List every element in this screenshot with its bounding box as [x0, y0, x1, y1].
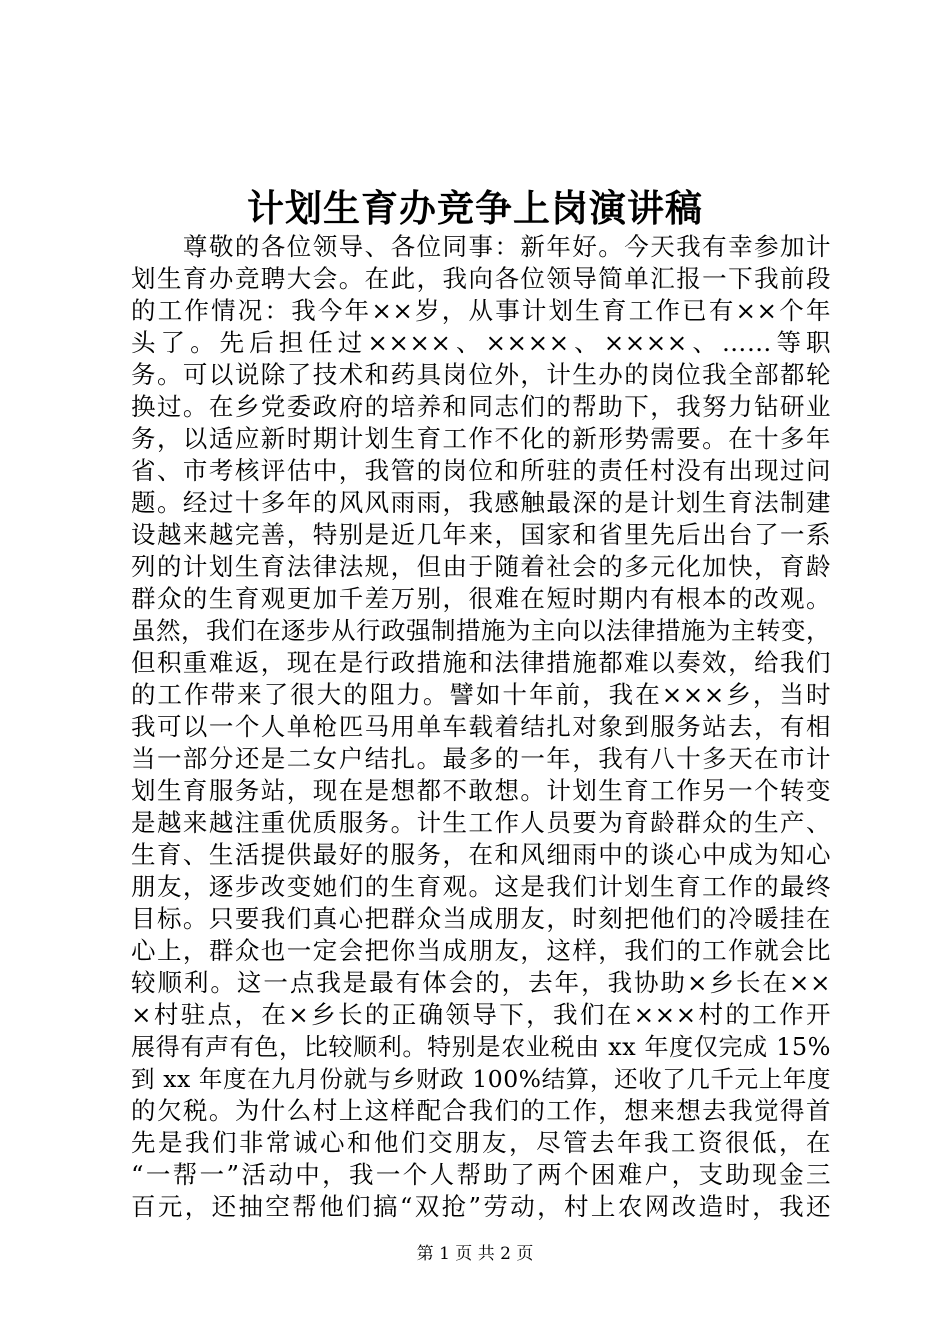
body-line: 但积重难返，现在是行政措施和法律措施都难以奏效，给我们	[131, 648, 831, 677]
body-line: 的工作带来了很大的阻力。譬如十年前，我在×××乡，当时	[131, 680, 831, 709]
body-line: 虽然，我们在逐步从行政强制措施为主向以法律措施为主转变，	[131, 616, 831, 645]
body-line: 生育、生活提供最好的服务，在和风细雨中的谈心中成为知心	[131, 840, 831, 869]
body-line: 划生育服务站，现在是想都不敢想。计划生育工作另一个转变	[131, 776, 831, 805]
body-line: 务。可以说除了技术和药具岗位外，计生办的岗位我全部都轮	[131, 360, 831, 389]
document-body	[131, 231, 831, 1223]
body-line: 心上，群众也一定会把你当成朋友，这样，我们的工作就会比	[131, 936, 831, 965]
body-line: “一帮一”活动中，我一个人帮助了两个困难户，支助现金三	[131, 1160, 831, 1189]
body-line: 的欠税。为什么村上这样配合我们的工作，想来想去我觉得首	[131, 1096, 831, 1125]
body-line: 朋友，逐步改变她们的生育观。这是我们计划生育工作的最终	[131, 872, 831, 901]
body-line: 当一部分还是二女户结扎。最多的一年，我有八十多天在市计	[131, 744, 831, 773]
body-line: ×村驻点，在×乡长的正确领导下，我们在×××村的工作开	[131, 1000, 831, 1029]
body-line: 换过。在乡党委政府的培养和同志们的帮助下，我努力钻研业	[131, 392, 831, 421]
body-line: 百元，还抽空帮他们搞“双抢”劳动，村上农网改造时，我还	[131, 1192, 831, 1221]
body-line: 尊敬的各位领导、各位同事：新年好。今天我有幸参加计	[131, 232, 831, 261]
body-line: 是越来越注重优质服务。计生工作人员要为育龄群众的生产、	[131, 808, 831, 837]
body-line: 较顺利。这一点我是最有体会的，去年，我协助×乡长在××	[131, 968, 831, 997]
body-line: 务，以适应新时期计划生育工作不化的新形势需要。在十多年	[131, 424, 831, 453]
body-line: 头了。先后担任过××××、××××、××××、……等职	[131, 328, 831, 357]
body-line: 题。经过十多年的风风雨雨，我感触最深的是计划生育法制建	[131, 488, 831, 517]
body-line: 列的计划生育法律法规，但由于随着社会的多元化加快，育龄	[131, 552, 831, 581]
body-line: 群众的生育观更加千差万别，很难在短时期内有根本的改观。	[131, 584, 831, 613]
document-title: 计划生育办竞争上岗演讲稿	[247, 186, 703, 230]
body-line: 的工作情况：我今年××岁，从事计划生育工作已有××个年	[131, 296, 831, 325]
body-line: 我可以一个人单枪匹马用单车载着结扎对象到服务站去，有相	[131, 712, 831, 741]
body-line: 划生育办竞聘大会。在此，我向各位领导简单汇报一下我前段	[131, 264, 831, 293]
body-line: 到 xx 年度在九月份就与乡财政 100%结算，还收了几千元上年度	[131, 1065, 831, 1093]
body-line: 展得有声有色，比较顺利。特别是农业税由 xx 年度仅完成 15%	[131, 1033, 831, 1061]
body-line: 设越来越完善，特别是近几年来，国家和省里先后出台了一系	[131, 520, 831, 549]
page-footer: 第 1 页 共 2 页	[416, 1244, 534, 1264]
body-line: 目标。只要我们真心把群众当成朋友，时刻把他们的冷暖挂在	[131, 904, 831, 933]
body-line: 省、市考核评估中，我管的岗位和所驻的责任村没有出现过问	[131, 456, 831, 485]
body-line: 先是我们非常诚心和他们交朋友，尽管去年我工资很低，在	[131, 1128, 831, 1157]
